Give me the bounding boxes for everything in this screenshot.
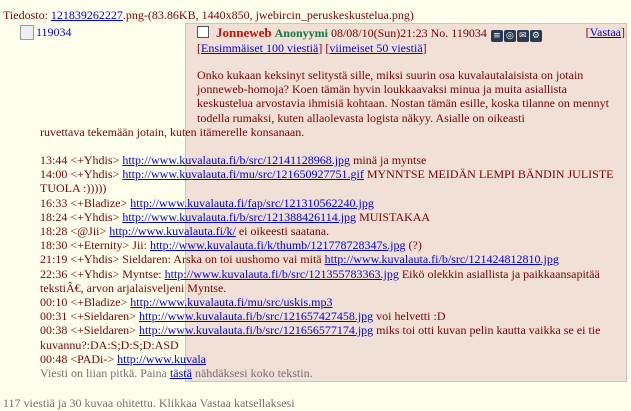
log-line	[40, 238, 625, 252]
log-line	[40, 224, 625, 238]
log-line-link[interactable]: http://www.kuvalauta.fi/mu/src/uskis.mp3	[130, 295, 333, 310]
log-line-prefix: 21:19 <+Yhdis> Sieldaren: Arska on toi uushomo vai mitä	[40, 252, 325, 267]
post-header	[197, 25, 542, 42]
log-line	[40, 309, 625, 323]
post-number[interactable]: No. 119034	[430, 26, 487, 40]
chat-icon[interactable]: ✉	[517, 30, 529, 42]
log-line-link[interactable]: http://www.kuvalauta.fi/b/src/121424812810.jpg	[324, 252, 559, 267]
log-line-link[interactable]: http://www.kuvalauta.fi/b/src/12141128968.jpg	[122, 153, 351, 168]
log-line-text: MYNNTSE MEIDÄN LEMPI BÄNDIN JULISTE TUOLA :)))))	[40, 167, 614, 196]
log-line	[40, 352, 625, 366]
log-line-prefix: 16:33 <+Bladize>	[40, 195, 131, 210]
poster-name: Anonyymi	[274, 26, 328, 40]
log-line-prefix: 00:10 <+Bladize>	[40, 295, 131, 310]
log-line	[40, 252, 625, 266]
post-body	[40, 68, 625, 380]
share-icon[interactable]: ◎	[504, 30, 516, 42]
log-line-prefix: 00:31 <+Sieldaren>	[40, 309, 139, 324]
irc-log	[40, 153, 625, 366]
log-line-link[interactable]: http://www.kuvalauta.fi/b/src/121657427458.jpg	[138, 309, 374, 324]
post-intro: Onko kukaan keksinyt selitystä sille, miksi suurin osa kuvalautalaisista on jotain jonneweb-homoja? Koen tämän hyvin loukkaavaksi minua ja muita asiallista keskustelua arvostavia ihmisiä kohtaan. Nostan tämän esille, koska tilanne on mennyt todella rumaksi, kuten allaolevasta logista näkyy. Asialle on oikeasti	[197, 68, 609, 125]
reply-link-wrapper: [Vastaa]	[585, 25, 625, 39]
log-line-link[interactable]: http://www.kuvalauta.fi/k/	[109, 224, 236, 239]
file-info	[3, 8, 414, 23]
file-ext: .png	[122, 8, 144, 22]
log-line-link[interactable]: http://www.kuvalauta.fi/k/thumb/121778728347s.jpg	[149, 238, 406, 253]
log-line-link[interactable]: http://www.kuvalauta.fi/b/src/121355783363.jpg	[164, 266, 399, 281]
log-line-link[interactable]: http://www.kuvalauta.fi/mu/src/121650927751.gif	[122, 167, 364, 182]
first-100-link[interactable]: Ensimmäiset 100 viestiä	[201, 41, 319, 55]
log-line	[40, 323, 625, 351]
log-line-link[interactable]: http://www.kuvala	[117, 351, 206, 366]
thread-quick-links: [Ensimmäiset 100 viestiä] [viimeiset 50 viestiä]	[197, 41, 427, 55]
log-line-prefix: 13:44 <+Yhdis>	[40, 153, 123, 168]
post-intro-continued: ruvettava tekemään jotain, kuten itämerelle konsanaan.	[40, 124, 305, 139]
thumbnail-alt-text: 119034	[36, 25, 72, 39]
log-line	[40, 295, 625, 309]
too-long-notice: Viesti on liian pitkä. Paina tästä nähdäksesi koko tekstin.	[40, 366, 313, 381]
log-line-text: voi helvetti :D	[373, 309, 446, 324]
log-line-link[interactable]: http://www.kuvalauta.fi/b/src/121656577174.jpg	[138, 323, 374, 338]
post-datetime: 08/08/10(Sun)21:23	[330, 26, 428, 40]
log-line-link[interactable]: http://www.kuvalauta.fi/fap/src/121310562240.jpg	[130, 195, 374, 210]
settings-icon[interactable]: ⚙	[531, 31, 540, 41]
log-line-text: miks toi otti kuvan pelin kautta vaikka se ei tie kuvannu?:DA:S;D:S;D:ASD	[40, 323, 601, 352]
show-full-text-link[interactable]: tästä	[169, 366, 192, 381]
log-line-text: minä ja myntse	[350, 153, 427, 168]
file-link[interactable]: 121839262227	[50, 8, 123, 22]
omitted-notice: 117 viestiä ja 30 kuvaa ohitettu. Klikkaa Vastaa katsellaksesi	[3, 396, 295, 410]
log-line-text: (?)	[405, 238, 422, 253]
log-line-prefix: 00:48 <PADi->	[40, 351, 118, 366]
last-50-link[interactable]: viimeiset 50 viestiä	[329, 41, 423, 55]
log-line	[40, 167, 625, 195]
file-label: Tiedosto:	[3, 8, 48, 22]
log-line-prefix: 18:30 <+Eternity> Jii:	[40, 238, 150, 253]
menu-icon[interactable]: ≡	[491, 30, 503, 42]
log-line-text: ei oikeesti saatana.	[235, 224, 330, 239]
post-title: Jonneweb	[216, 25, 272, 40]
log-line-link[interactable]: http://www.kuvalauta.fi/b/src/121388426114.jpg	[122, 209, 357, 224]
log-line-prefix: 22:36 <+Yhdis> Myntse:	[40, 266, 165, 281]
file-meta: -(83.86KB, 1440x850, jwebircin_peruskeskustelua.png)	[143, 8, 414, 22]
log-line	[40, 153, 625, 167]
log-line	[40, 267, 625, 295]
log-line-prefix: 00:38 <+Sieldaren>	[40, 323, 139, 338]
log-line	[40, 210, 625, 224]
reply-link[interactable]: Vastaa	[589, 25, 621, 39]
log-line-prefix: 18:24 <+Yhdis>	[40, 209, 123, 224]
log-line	[40, 196, 625, 210]
log-line-text: MUISTAKAA	[356, 209, 431, 224]
broken-image-icon	[20, 25, 34, 40]
log-line-prefix: 14:00 <+Yhdis>	[40, 167, 123, 182]
log-line-prefix: 18:28 <@Jii>	[40, 224, 110, 239]
post-select-checkbox[interactable]	[197, 26, 209, 38]
log-line-text: Eikö olekkin asiallista ja paikkaansapitää tekstiÂ€, arvon arjalaisveljeni Myntse.	[40, 266, 600, 295]
